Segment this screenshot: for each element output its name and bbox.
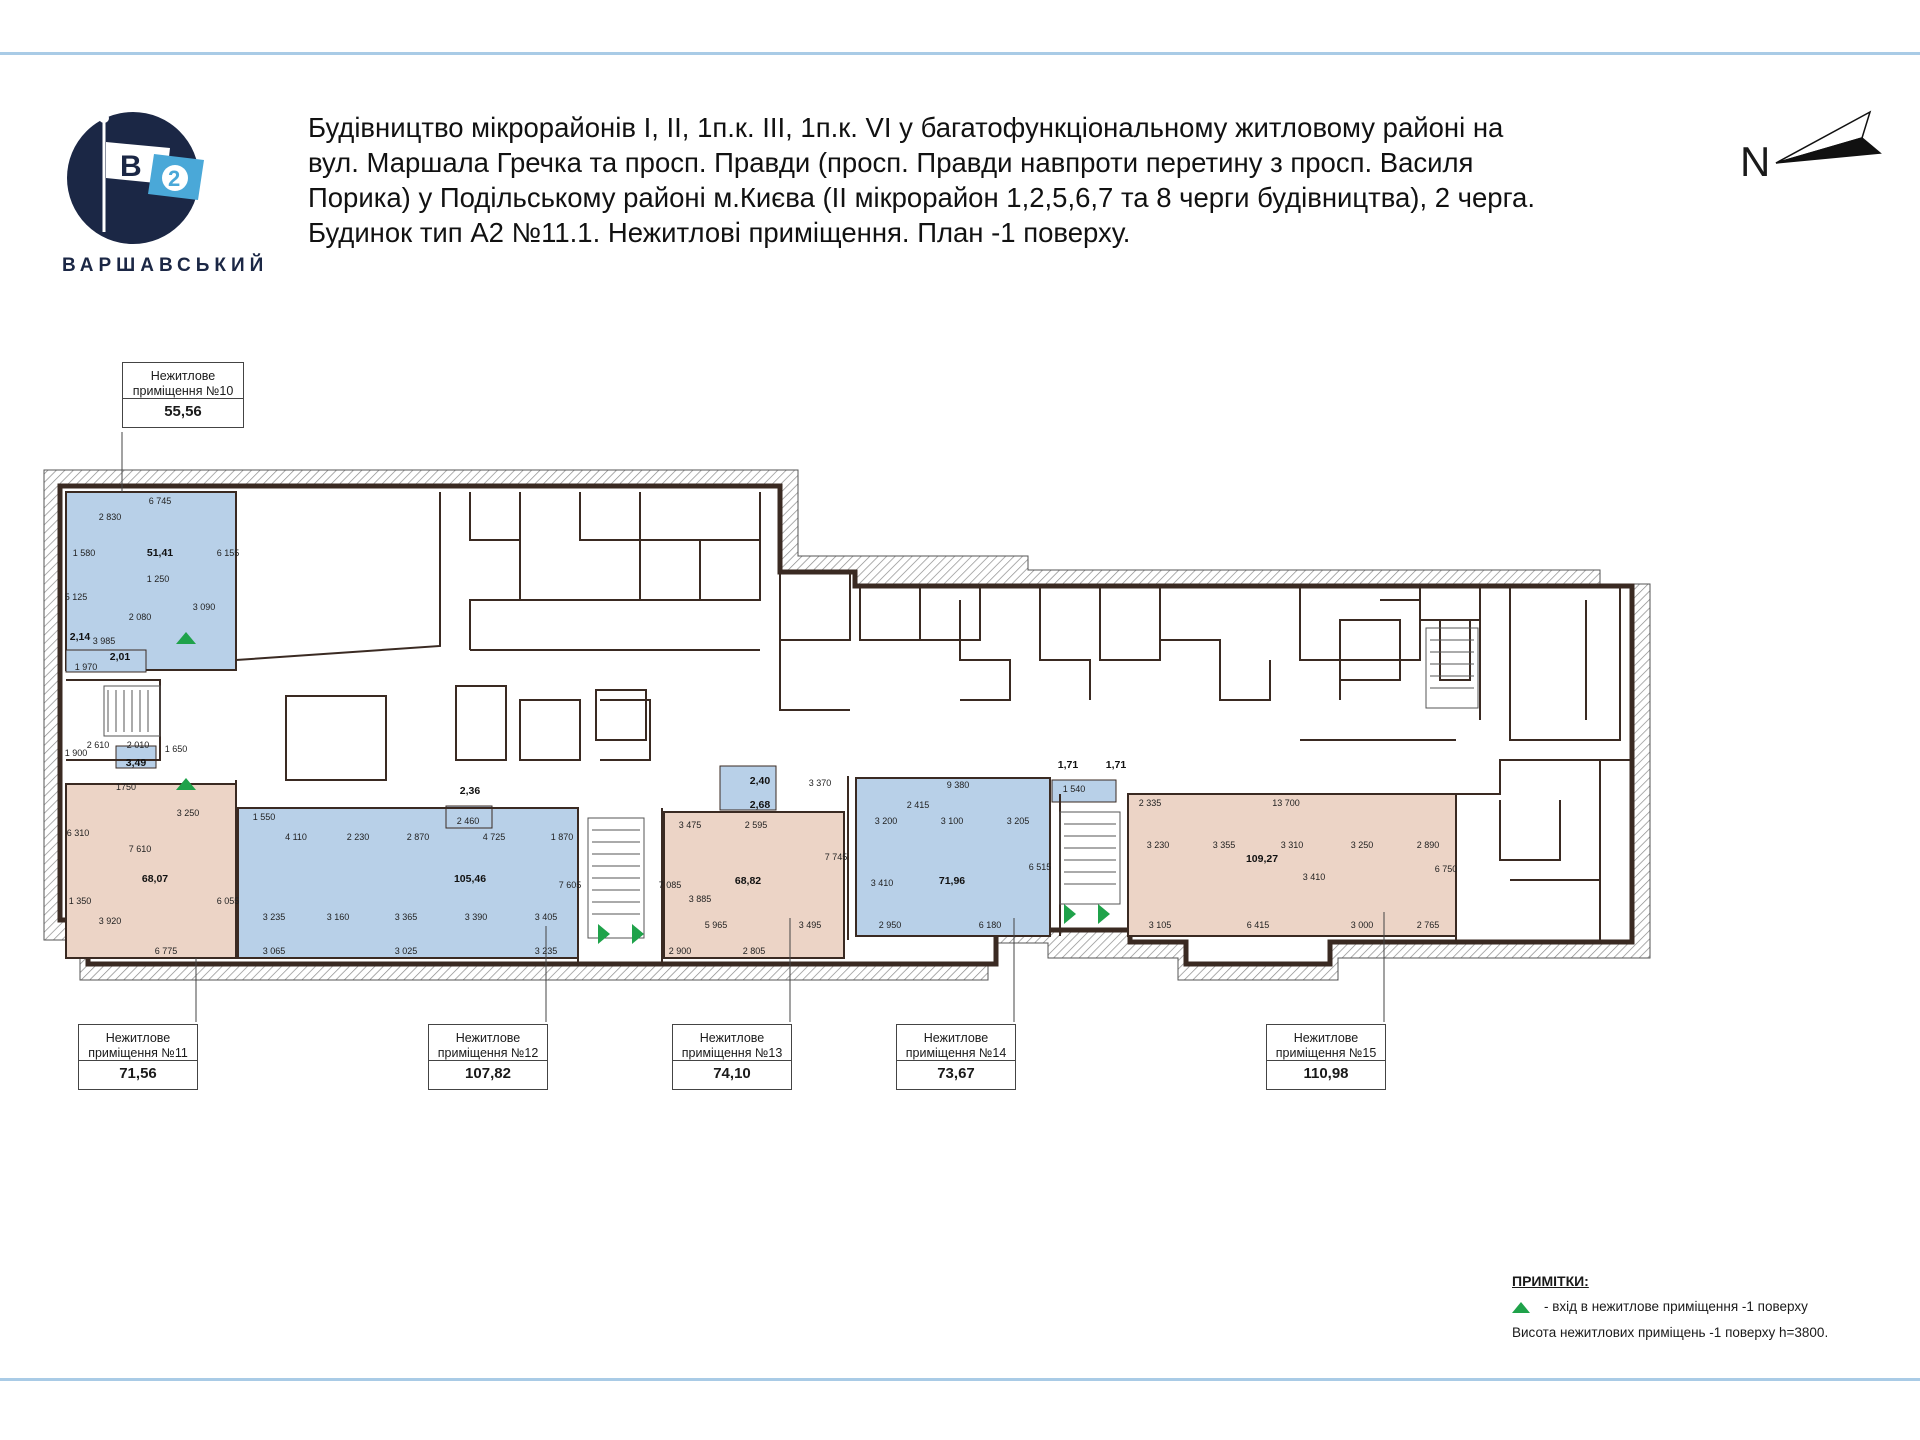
dimension: 3 090 [192,602,216,612]
dimension: 3 475 [678,820,702,830]
room-area: 109,27 [1245,853,1279,865]
premises-label-area: 74,10 [713,1065,751,1082]
dimension: 2 805 [742,946,766,956]
zone-11 [66,784,236,958]
dimension: 1 650 [164,744,188,754]
dimension: 3 230 [1146,840,1170,850]
dimension: 6 415 [1246,920,1270,930]
room-area: 2,40 [749,775,771,787]
dimension: 3 235 [262,912,286,922]
notes-height: Висота нежитлових приміщень -1 поверху h=3800. [1512,1325,1829,1340]
dimension: 3 235 [534,946,558,956]
notes-heading: ПРИМІТКИ: [1512,1273,1589,1289]
dimension: 3 390 [464,912,488,922]
dimension: 13 700 [1272,798,1300,808]
dimension: 7 745 [824,852,848,862]
room-area: 71,96 [938,875,966,887]
dimension: 3 205 [1006,816,1030,826]
dimension: 7 085 [658,880,682,890]
room-area: 2,68 [749,799,771,811]
entry-arrow-icon [1512,1302,1530,1313]
dimension: 6 055 [216,896,240,906]
dimension: 2 950 [878,920,902,930]
dimension: 9 380 [946,780,970,790]
zone-12 [238,808,578,958]
room-area: 2,36 [459,785,481,797]
dimension: 3 920 [98,916,122,926]
room-area: 2,14 [69,631,91,643]
dimension: 1 870 [550,832,574,842]
premises-label-12 [428,1024,548,1090]
dimension: 2 010 [126,740,150,750]
premises-label-title: Нежитлове приміщення №12 [429,1025,547,1061]
premises-label-14 [896,1024,1016,1090]
title-line: вул. Маршала Гречка та просп. Правди (просп. Правди навпроти перетину з просп. Василя [308,147,1474,178]
dimension: 1 250 [146,574,170,584]
premises-label-title: Нежитлове приміщення №14 [897,1025,1015,1061]
dimension: 3 495 [798,920,822,930]
dimension: 2 080 [128,612,152,622]
title-line: Будівництво мікрорайонів І, ІІ, 1п.к. ІІІ, 1п.к. VІ у багатофункціональному житловому районі на [308,112,1504,143]
premises-label-title: Нежитлове приміщення №10 [123,363,243,399]
dimension: 2 460 [456,816,480,826]
dimension: 3 355 [1212,840,1236,850]
dimension: 3 200 [874,816,898,826]
dimension: 3 985 [92,636,116,646]
dimension: 1 580 [72,548,96,558]
dimension: 1 350 [68,896,92,906]
dimension: 5 125 [64,592,88,602]
dimension: 5 965 [704,920,728,930]
dimension: 1 900 [64,748,88,758]
dimension: 7 605 [558,880,582,890]
premises-label-11 [78,1024,198,1090]
dimension: 2 610 [86,740,110,750]
dimension: 3 405 [534,912,558,922]
room-area: 68,07 [141,873,169,885]
notes [1512,1268,1892,1346]
dimension: 1 550 [252,812,276,822]
dimension: 3 160 [326,912,350,922]
dimension: 2 415 [906,800,930,810]
dimension: 6 310 [66,828,90,838]
dimension: 3 310 [1280,840,1304,850]
logo-letter: B [120,150,142,183]
dimension: 3 250 [1350,840,1374,850]
dimension: 2 890 [1416,840,1440,850]
dimension: 6 515 [1028,862,1052,872]
room-area: 105,46 [453,873,487,885]
dimension: 2 335 [1138,798,1162,808]
dimension: 3 410 [870,878,894,888]
premises-label-10 [122,362,244,428]
room-area: 51,41 [146,547,174,559]
dimension: 2 595 [744,820,768,830]
logo-number: 2 [168,166,181,191]
room-area: 3,49 [125,757,147,769]
premises-label-area: 110,98 [1303,1065,1349,1082]
title-line: Порика) у Подільському районі м.Києва (ІІ мікрорайон 1,2,5,6,7 та 8 черги будівництва), 2 черга. [308,182,1535,213]
dimension: 2 870 [406,832,430,842]
dimension: 6 775 [154,946,178,956]
title-line: Будинок тип А2 №11.1. Нежитлові приміщення. План -1 поверху. [308,217,1131,248]
dimension: 3 000 [1350,920,1374,930]
dimension: 2 230 [346,832,370,842]
dimension: 1 540 [1062,784,1086,794]
room-area: 2,01 [109,651,131,663]
premises-label-area: 55,56 [164,403,202,420]
logo-text: ВАРШАВСЬКИЙ [62,255,269,276]
dimension: 2 765 [1416,920,1440,930]
room-area: 1,71 [1057,759,1079,771]
notes-entry-text: - вхід в нежитлове приміщення -1 поверху [1544,1299,1808,1314]
premises-label-title: Нежитлове приміщення №11 [79,1025,197,1061]
dimension: 2 900 [668,946,692,956]
dimension: 6 745 [148,496,172,506]
dimension: 3 250 [176,808,200,818]
premises-label-15 [1266,1024,1386,1090]
room-area: 1,71 [1105,759,1127,771]
dimension: 6 750 [1434,864,1458,874]
premises-label-area: 71,56 [119,1065,157,1082]
dimension: 7 610 [128,844,152,854]
dimension: 3 885 [688,894,712,904]
dimension: 3 370 [808,778,832,788]
dimension: 3 065 [262,946,286,956]
zone-15 [1128,794,1456,936]
premises-label-13 [672,1024,792,1090]
dimension: 3 025 [394,946,418,956]
notes-entry-legend [1512,1294,1892,1320]
dimension: 3 365 [394,912,418,922]
dimension: 4 110 [285,832,307,842]
dimension: 1 970 [74,662,98,672]
dimension: 6 180 [978,920,1002,930]
dimension: 2 830 [98,512,122,522]
premises-label-area: 107,82 [465,1065,511,1082]
premises-label-area: 73,67 [937,1065,975,1082]
dimension: 3 100 [940,816,964,826]
premises-label-title: Нежитлове приміщення №15 [1267,1025,1385,1061]
zone-14 [856,778,1050,936]
dimension: 3 410 [1302,872,1326,882]
north-label: N [1740,138,1771,185]
dimension: 6 155 [216,548,240,558]
room-area: 68,82 [734,875,762,887]
dimension: 3 105 [1148,920,1172,930]
dimension: 1750 [115,782,137,792]
dimension: 4 725 [482,832,506,842]
premises-label-title: Нежитлове приміщення №13 [673,1025,791,1061]
